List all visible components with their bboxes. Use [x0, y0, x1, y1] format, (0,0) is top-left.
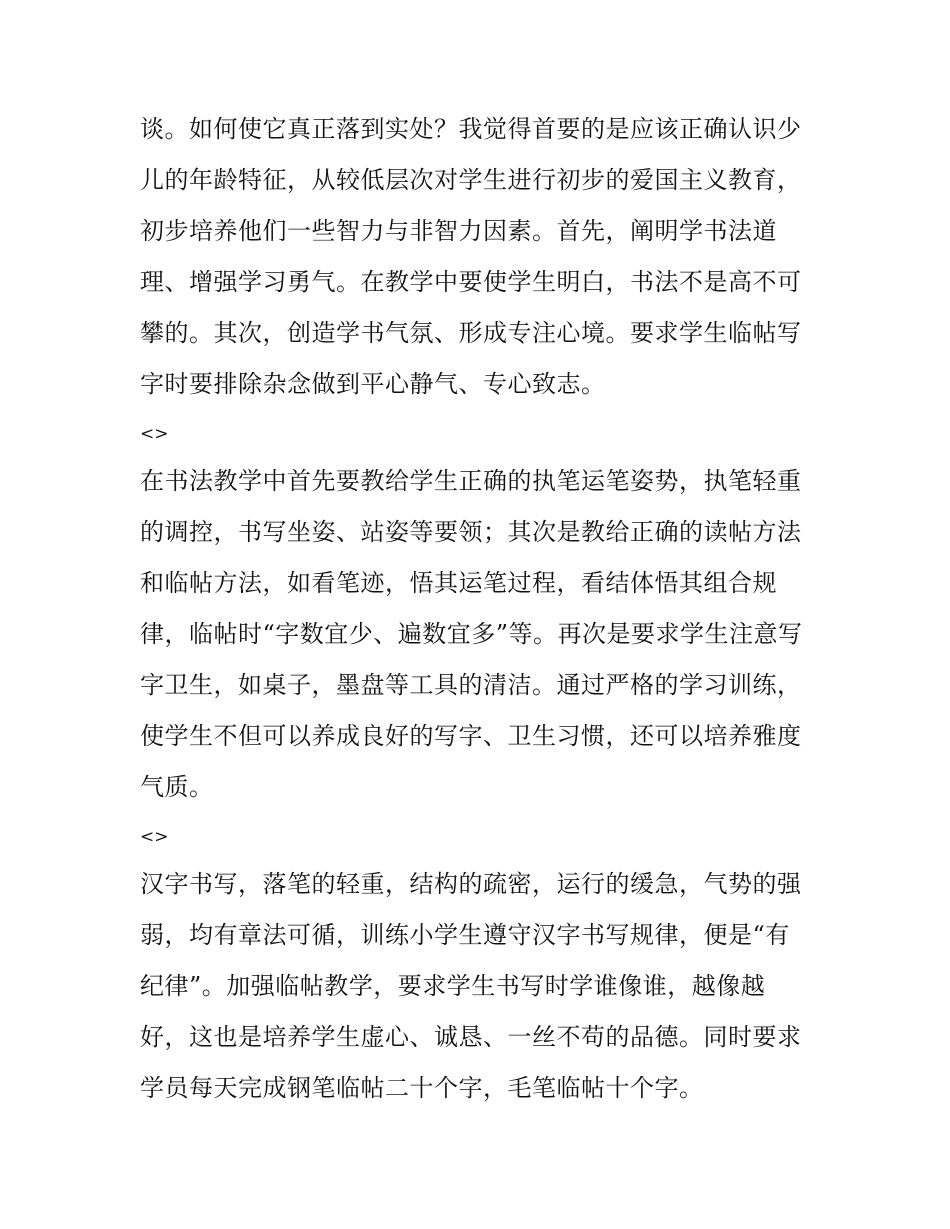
paragraph-line: 律，临帖时“字数宜少、遍数宜多”等。再次是要求学生注意写	[140, 620, 803, 648]
paragraph-line: 谈。如何使它真正落到实处？我觉得首要的是应该正确认识少	[140, 115, 802, 143]
section-separator: <>	[140, 827, 169, 847]
paragraph-line: 的调控，书写坐姿、站姿等要领；其次是教给正确的读帖方法	[140, 518, 802, 546]
paragraph-line: 汉字书写，落笔的轻重，结构的疏密，运行的缓急，气势的强	[140, 870, 802, 898]
document-body	[140, 104, 820, 1114]
paragraph-1	[140, 104, 820, 410]
paragraph-line: 气质。	[140, 773, 214, 801]
paragraph-line: 弱，均有章法可循，训练小学生遵守汉字书写规律，便是“有	[140, 921, 790, 949]
paragraph-line: 初步培养他们一些智力与非智力因素。首先，阐明学书法道	[140, 217, 777, 245]
paragraph-line: 字时要排除杂念做到平心静气、专心致志。	[140, 370, 606, 398]
section-separator: <>	[140, 424, 169, 444]
paragraph-line: 纪律”。加强临帖教学，要求学生书写时学谁像谁，越像越	[140, 972, 766, 1000]
paragraph-3	[140, 859, 820, 1114]
paragraph-2	[140, 456, 820, 813]
paragraph-line: 攀的。其次，创造学书气氛、形成专注心境。要求学生临帖写	[140, 319, 802, 347]
paragraph-line: 和临帖方法，如看笔迹，悟其运笔过程，看结体悟其组合规	[140, 569, 777, 597]
paragraph-line: 使学生不但可以养成良好的写字、卫生习惯，还可以培养雅度	[140, 722, 802, 750]
paragraph-line: 好，这也是培养学生虚心、诚恳、一丝不苟的品德。同时要求	[140, 1023, 802, 1051]
paragraph-line: 儿的年龄特征，从较低层次对学生进行初步的爱国主义教育，	[140, 166, 802, 194]
paragraph-line: 字卫生，如桌子，墨盘等工具的清洁。通过严格的学习训练，	[140, 671, 802, 699]
paragraph-line: 在书法教学中首先要教给学生正确的执笔运笔姿势，执笔轻重	[140, 467, 802, 495]
paragraph-line: 学员每天完成钢笔临帖二十个字，毛笔临帖十个字。	[140, 1074, 704, 1102]
paragraph-line: 理、增强学习勇气。在教学中要使学生明白，书法不是高不可	[140, 268, 802, 296]
